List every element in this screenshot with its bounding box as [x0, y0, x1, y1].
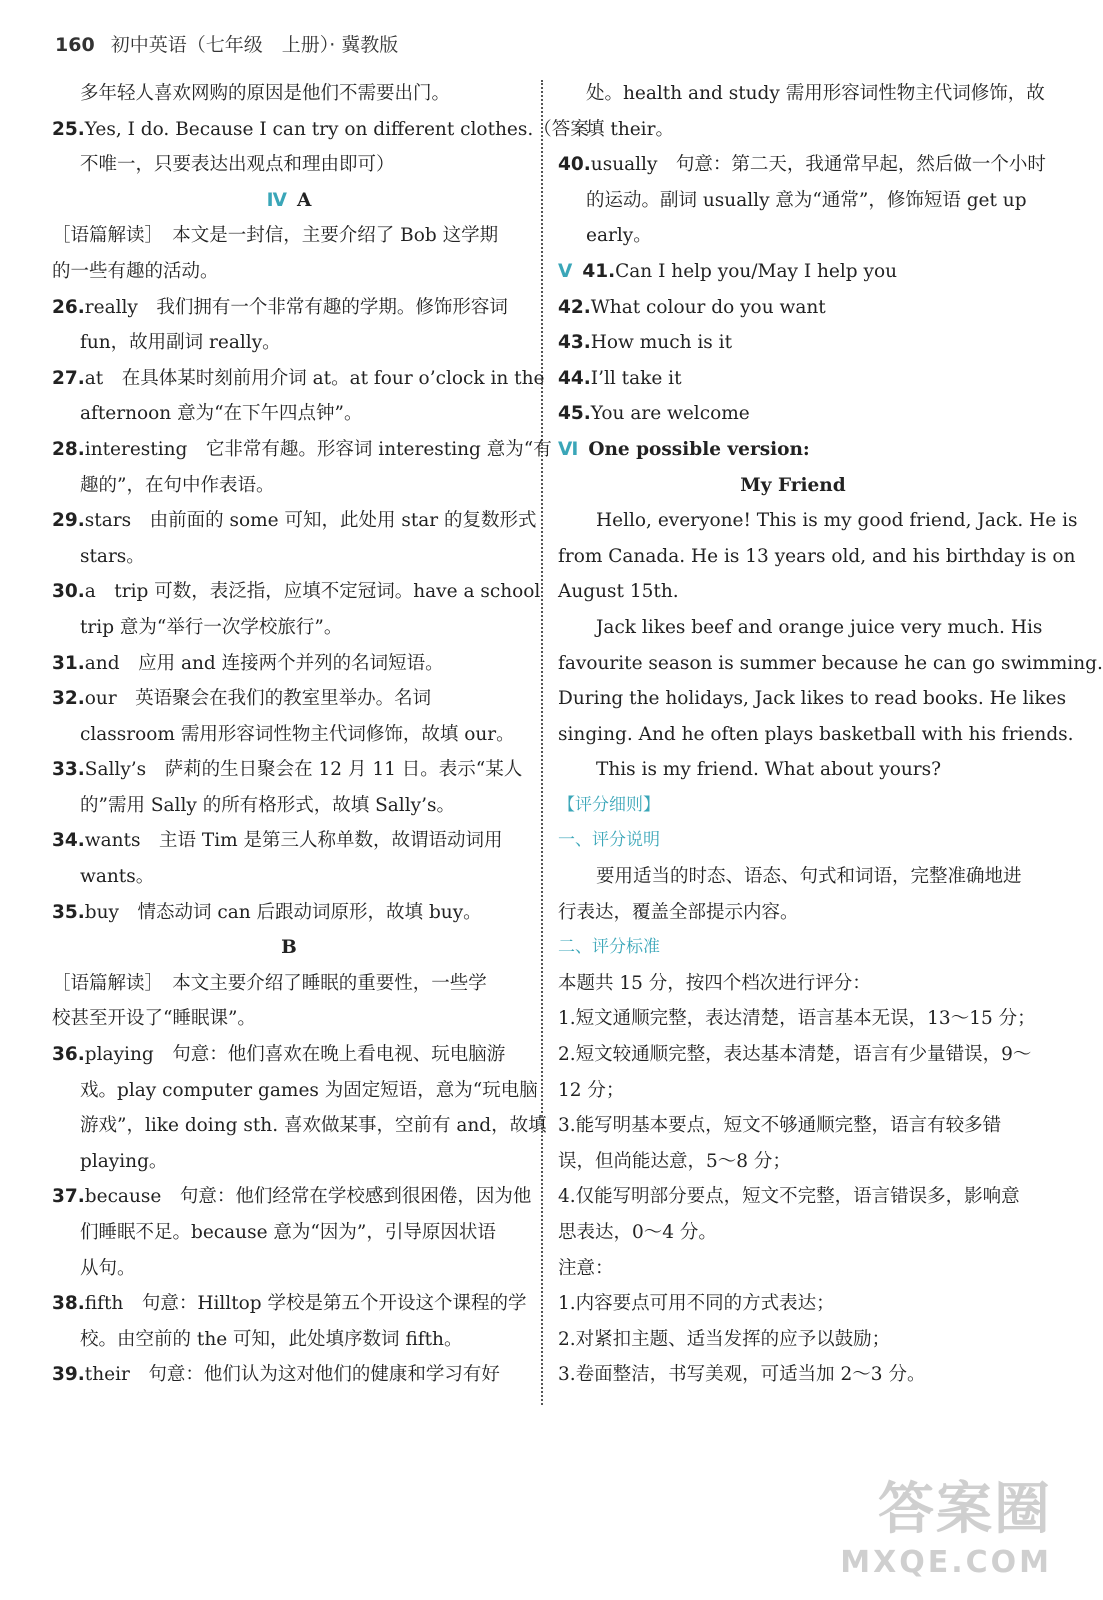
line-text: from Canada. He is 13 years old, and his birthday is on [558, 545, 1076, 567]
line-text: 游戏”，like doing sth. 喜欢做某事，空前有 and，故填 [80, 1115, 547, 1137]
line-text: classroom 需用形容词性物主代词修饰，故填 our。 [80, 723, 515, 745]
right-line [558, 717, 1074, 753]
right-line [558, 788, 1028, 824]
line-text: buy 情态动词 can 后跟动词原形，故填 buy。 [84, 901, 482, 923]
left-line [52, 1215, 526, 1251]
right-line [558, 396, 1028, 432]
right-line [558, 1286, 1028, 1322]
line-text: trip 意为“举行一次学校旅行”。 [80, 616, 343, 638]
right-line [558, 112, 1028, 148]
section-badge: Ⅳ [266, 189, 287, 211]
right-line [558, 1144, 1028, 1180]
right-line [558, 254, 1028, 290]
question-number: 35. [52, 901, 85, 923]
left-line [52, 574, 541, 610]
line-text: 行表达，覆盖全部提示内容。 [558, 901, 799, 923]
line-text: During the holidays, Jack likes to read books. He likes [558, 688, 1067, 710]
left-line [52, 930, 526, 966]
section-badge: Ⅴ [558, 260, 573, 282]
left-line [52, 1286, 526, 1322]
right-line [558, 361, 1028, 397]
right-line [558, 76, 1045, 112]
question-number: 38. [52, 1293, 85, 1315]
line-text: favourite season is summer because he can go swimming. [558, 652, 1103, 674]
line-text: Can I help you/May I help you [615, 260, 898, 282]
right-line [558, 183, 1028, 219]
left-line [52, 539, 526, 575]
question-number: 43. [558, 332, 591, 354]
line-text: B [281, 937, 297, 959]
section-badge: Ⅵ [558, 438, 579, 460]
left-line [52, 859, 526, 895]
right-line [558, 1073, 1028, 1109]
question-number: 39. [52, 1364, 85, 1386]
left-line [52, 218, 526, 254]
right-line [558, 1037, 1032, 1073]
line-text: 误，但尚能达意，5～8 分； [558, 1150, 791, 1172]
line-text: 一、评分说明 [558, 830, 660, 851]
line-text: 校。由空前的 the 可知，此处填序数词 fifth。 [80, 1328, 463, 1350]
line-text: 【评分细则】 [558, 794, 660, 815]
line-text: My Friend [740, 474, 846, 496]
line-text: ［语篇解读］ 本文主要介绍了睡眠的重要性，一些学 [52, 972, 487, 994]
right-line [558, 1179, 1028, 1215]
watermark-site: MXQE.COM [840, 1545, 1052, 1580]
left-line [52, 895, 526, 931]
line-text: 1.短文通顺完整，表达清楚，语言基本无误，13～15 分； [558, 1008, 1036, 1030]
left-line [52, 468, 526, 504]
right-line [558, 218, 1028, 254]
question-number: 37. [52, 1186, 85, 1208]
line-text: ［语篇解读］ 本文是一封信，主要介绍了 Bob 这学期 [52, 225, 499, 247]
left-line [52, 966, 526, 1002]
line-text: 2.对紧扣主题、适当发挥的应予以鼓励； [558, 1328, 891, 1350]
line-text: August 15th. [558, 581, 679, 603]
line-text: 思表达，0～4 分。 [558, 1222, 717, 1243]
right-line [558, 468, 1028, 504]
line-text: This is my friend. What about yours? [596, 759, 942, 781]
column-divider [541, 80, 543, 1405]
left-line [52, 1073, 538, 1109]
line-text: 注意： [558, 1257, 614, 1279]
line-text: Yes, I do. Because I can try on different clothes.（答案 [84, 118, 589, 140]
watermark [840, 1465, 1052, 1580]
question-number: 29. [52, 510, 85, 532]
line-text: and 应用 and 连接两个并列的名词短语。 [84, 652, 444, 674]
line-text: 不唯一，只要表达出观点和理由即可） [80, 154, 395, 176]
line-text: 的运动。副词 usually 意为“通常”，修饰短语 get up [586, 189, 1027, 211]
left-line [52, 112, 589, 148]
question-number: 28. [52, 438, 85, 460]
line-text: 从句。 [80, 1257, 136, 1279]
watermark-logo: 答案圈 [878, 1477, 1052, 1542]
line-text: How much is it [590, 332, 733, 354]
line-text: 处。health and study 需用形容词性物主代词修饰，故 [586, 83, 1045, 104]
left-line [52, 717, 526, 753]
right-line [558, 859, 1028, 895]
line-text: Jack likes beef and orange juice very much. His [596, 616, 1043, 638]
left-line [52, 76, 526, 112]
line-text: stars 由前面的 some 可知，此处用 star 的复数形式 [84, 510, 537, 532]
question-number: 30. [52, 581, 85, 603]
line-text: wants。 [80, 866, 155, 888]
line-text: 的”需用 Sally 的所有格形式，故填 Sally’s。 [80, 794, 455, 816]
line-text: fun，故用副词 really。 [80, 332, 281, 354]
line-text: You are welcome [590, 403, 750, 425]
page-number: 160 [55, 34, 95, 56]
right-line [558, 646, 1103, 682]
line-text: a trip 可数，表泛指，应填不定冠词。have a school [84, 581, 541, 603]
right-line [558, 147, 1046, 183]
right-line [558, 574, 1028, 610]
left-line [52, 1322, 526, 1358]
right-line [558, 895, 1028, 931]
left-line [52, 1037, 526, 1073]
line-text: 填 their。 [586, 118, 674, 140]
line-text: their 句意：他们认为这对他们的健康和学习有好 [84, 1364, 500, 1386]
line-text: Sally’s 萨莉的生日聚会在 12 月 11 日。表示“某人 [84, 759, 523, 781]
line-text: 本题共 15 分，按四个档次进行评分： [558, 972, 871, 994]
page-header [55, 30, 398, 57]
line-text: 2.短文较通顺完整，表达基本清楚，语言有少量错误，9～ [558, 1044, 1032, 1066]
line-text: our 英语聚会在我们的教室里举办。名词 [84, 688, 432, 710]
question-number: 31. [52, 652, 85, 674]
line-text: afternoon 意为“在下午四点钟”。 [80, 403, 363, 425]
line-text: 要用适当的时态、语态、句式和词语，完整准确地进 [596, 866, 1022, 888]
right-line [558, 681, 1067, 717]
left-line [52, 503, 537, 539]
line-text: wants 主语 Tim 是第三人称单数，故谓语动词用 [84, 830, 503, 852]
left-line [52, 681, 526, 717]
left-line [52, 396, 526, 432]
right-line [558, 325, 1028, 361]
question-number: 41. [582, 260, 616, 282]
question-number: 25. [52, 118, 85, 140]
right-line [558, 610, 1043, 646]
left-line [52, 1144, 526, 1180]
left-line [52, 254, 526, 290]
line-text: 3.能写明基本要点，短文不够通顺完整，语言有较多错 [558, 1115, 1002, 1137]
line-text: playing 句意：他们喜欢在晚上看电视、玩电脑游 [84, 1044, 506, 1066]
question-number: 27. [52, 367, 85, 389]
question-number: 40. [558, 154, 591, 176]
line-text: I’ll take it [590, 367, 682, 389]
right-line [558, 823, 1028, 859]
book-title: 初中英语（七年级 上册）· 冀教版 [110, 34, 399, 56]
line-text: 1.内容要点可用不同的方式表达； [558, 1293, 835, 1315]
left-line [52, 788, 526, 824]
line-text: 趣的”，在句中作表语。 [80, 474, 275, 496]
question-number: 42. [558, 296, 591, 318]
right-line [558, 1215, 1028, 1251]
question-number: 45. [558, 403, 591, 425]
line-text: 们睡眠不足。because 意为“因为”，引导原因状语 [80, 1222, 496, 1243]
left-line [52, 610, 526, 646]
line-text: 的一些有趣的活动。 [52, 260, 219, 282]
line-text: because 句意：他们经常在学校感到很困倦，因为他 [84, 1186, 532, 1208]
left-line [52, 646, 526, 682]
right-line [558, 432, 1028, 468]
line-text: playing。 [80, 1150, 168, 1172]
left-line [52, 1108, 547, 1144]
question-number: 44. [558, 367, 591, 389]
question-number: 32. [52, 688, 85, 710]
line-text: at 在具体某时刻前用介词 at。at four o’clock in the [84, 367, 545, 389]
left-line [52, 1001, 526, 1037]
right-line [558, 503, 1078, 539]
line-text: Hello, everyone! This is my good friend, Jack. He is [596, 510, 1078, 532]
line-text: 多年轻人喜欢网购的原因是他们不需要出门。 [80, 83, 451, 104]
right-line [558, 1322, 1028, 1358]
line-text: 校甚至开设了“睡眠课”。 [52, 1008, 256, 1030]
left-line [52, 361, 545, 397]
line-text: 戏。play computer games 为固定短语，意为“玩电脑 [80, 1079, 538, 1101]
left-line [52, 1179, 532, 1215]
left-line [52, 432, 552, 468]
line-text: 4.仅能写明部分要点，短文不完整，语言错误多，影响意 [558, 1186, 1020, 1208]
line-text: singing. And he often plays basketball with his friends. [558, 723, 1074, 745]
left-line [52, 823, 526, 859]
right-line [558, 1251, 1028, 1287]
question-number: 34. [52, 830, 85, 852]
line-text: One possible version: [588, 438, 810, 460]
right-line [558, 1001, 1036, 1037]
left-line [52, 1357, 526, 1393]
right-line [558, 290, 1028, 326]
left-line [52, 1251, 526, 1287]
right-line [558, 966, 1028, 1002]
line-text: stars。 [80, 545, 145, 567]
line-text: usually 句意：第二天，我通常早起，然后做一个小时 [590, 154, 1046, 176]
line-text: 3.卷面整洁，书写美观，可适当加 2～3 分。 [558, 1364, 926, 1386]
right-line [558, 539, 1076, 575]
right-line [558, 1357, 1028, 1393]
left-line [52, 752, 526, 788]
question-number: 33. [52, 759, 85, 781]
question-number: 26. [52, 296, 85, 318]
right-line [558, 752, 1028, 788]
line-text: 二、评分标准 [558, 937, 660, 958]
line-text: interesting 它非常有趣。形容词 interesting 意为“有 [84, 438, 552, 460]
left-line [52, 183, 526, 219]
right-line [558, 1108, 1028, 1144]
line-text: fifth 句意：Hilltop 学校是第五个开设这个课程的学 [84, 1293, 527, 1315]
right-column [558, 76, 1103, 1393]
line-text: really 我们拥有一个非常有趣的学期。修饰形容词 [84, 296, 508, 318]
line-text: A [296, 189, 312, 211]
question-number: 36. [52, 1044, 85, 1066]
line-text: early。 [586, 225, 652, 247]
left-line [52, 147, 526, 183]
left-line [52, 290, 526, 326]
line-text: What colour do you want [590, 296, 826, 318]
line-text: 12 分； [558, 1079, 625, 1101]
right-line [558, 930, 1028, 966]
left-line [52, 325, 526, 361]
